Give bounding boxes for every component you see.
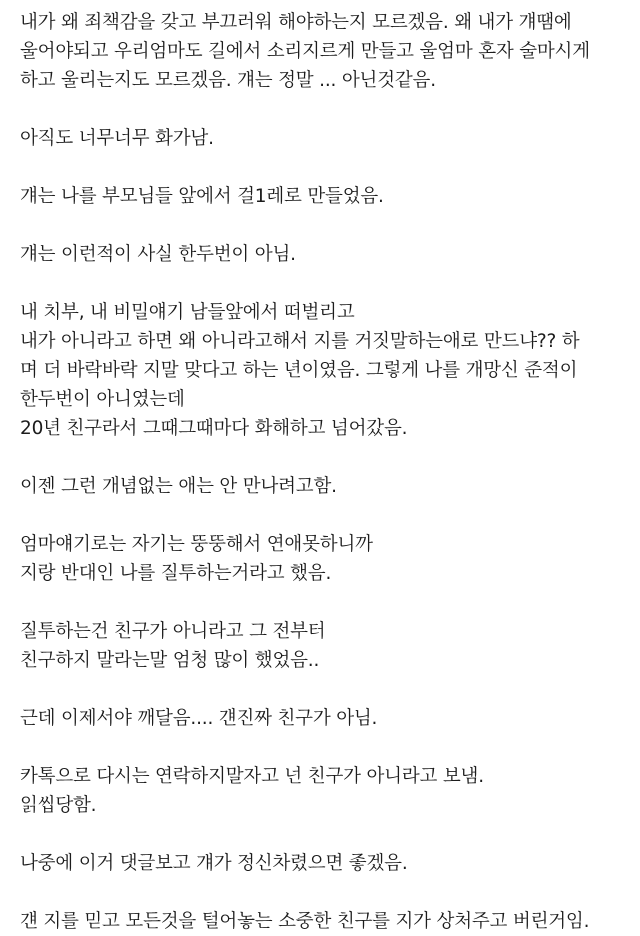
text-line: 카톡으로 다시는 연락하지말자고 넌 친구가 아니라고 보냄. [20, 766, 484, 787]
text-line: 아직도 너무너무 화가남. [20, 128, 214, 149]
paragraph [20, 704, 626, 733]
text-line: 내 치부, 내 비밀얘기 남들앞에서 떠벌리고 [20, 302, 355, 323]
text-line: 걔는 이런적이 사실 한두번이 아님. [20, 244, 296, 265]
text-line: 지랑 반대인 나를 질투하는거라고 했음. [20, 563, 332, 584]
text-line: 근데 이제서야 깨달음.... 걘진짜 친구가 아님. [20, 708, 378, 729]
text-line: 한두번이 아니였는데 [20, 389, 185, 410]
paragraph [20, 849, 626, 878]
paragraph [20, 762, 626, 820]
text-line: 내가 아니라고 하면 왜 아니라고해서 지를 거짓말하는애로 만드냐?? 하 [20, 331, 580, 352]
text-line: 며 더 바락바락 지말 맞다고 하는 년이였음. 그렇게 나를 개망신 준적이 [20, 360, 578, 381]
text-line: 걔는 나를 부모님들 앞에서 걸1레로 만들었음. [20, 186, 384, 207]
paragraph [20, 8, 626, 95]
text-line: 엄마얘기로는 자기는 뚱뚱해서 연애못하니까 [20, 534, 373, 555]
text-line: 읽씹당함. [20, 795, 97, 816]
text-line: 질투하는건 친구가 아니라고 그 전부터 [20, 621, 326, 642]
paragraph [20, 907, 626, 936]
text-line: 나중에 이거 댓글보고 걔가 정신차렸으면 좋겠음. [20, 853, 408, 874]
text-line: 울어야되고 우리엄마도 길에서 소리지르게 만들고 울엄마 혼자 술마시게 [20, 41, 590, 62]
paragraph [20, 472, 626, 501]
paragraph [20, 298, 626, 443]
text-line: 걘 지를 믿고 모든것을 털어놓는 소중한 친구를 지가 상처주고 버린거임. [20, 911, 590, 932]
text-line: 20년 친구라서 그때그때마다 화해하고 넘어갔음. [20, 418, 408, 439]
paragraph [20, 617, 626, 675]
text-line: 내가 왜 죄책감을 갖고 부끄러워 해야하는지 모르겠음. 왜 내가 걔땜에 [20, 12, 572, 33]
text-line: 이젠 그런 개념없는 애는 안 만나려고함. [20, 476, 337, 497]
paragraph [20, 182, 626, 211]
paragraph [20, 124, 626, 153]
paragraph [20, 530, 626, 588]
text-line: 하고 울리는지도 모르겠음. 걔는 정말 ... 아닌것같음. [20, 70, 436, 91]
text-line: 친구하지 말라는말 엄청 많이 했었음.. [20, 650, 320, 671]
paragraph [20, 240, 626, 269]
